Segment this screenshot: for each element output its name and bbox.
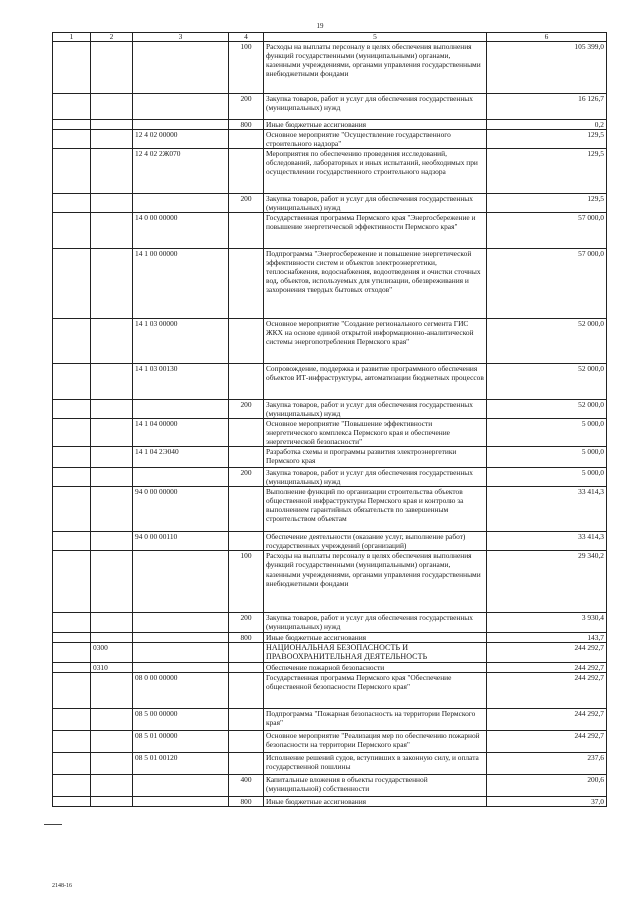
item-description: Выполнение функций по организации строительства объектов общественной инфраструктуры Пермского края и контролю за выполнением гарантийных обязательств по завершенным строительством объектам: [264, 487, 487, 532]
item-description: Подпрограмма "Пожарная безопасность на территории Пермского края": [264, 709, 487, 731]
table-row: [53, 487, 607, 532]
target-article-code: [133, 400, 229, 419]
expense-type-code: [229, 364, 264, 400]
amount-value: 143,7: [487, 632, 607, 642]
section-code: [91, 400, 133, 419]
amount-value: 5 000,0: [487, 447, 607, 468]
row-cell-empty: [53, 673, 91, 709]
section-code: [91, 149, 133, 194]
item-description: Иные бюджетные ассигнования: [264, 797, 487, 807]
row-cell-empty: [53, 94, 91, 120]
target-article-code: 12 4 02 00000: [133, 130, 229, 149]
item-description: Мероприятия по обеспечению проведения исследований, обследований, лабораторных и иных испытаний, необходимых при осуществлении государственного строительного надзора: [264, 149, 487, 194]
row-cell-empty: [53, 642, 91, 663]
table-row: [53, 120, 607, 130]
item-description: Основное мероприятие "Реализация мер по обеспечению пожарной безопасности на территории Пермского края": [264, 731, 487, 753]
item-description: Закупка товаров, работ и услуг для обеспечения государственных (муниципальных) нужд: [264, 400, 487, 419]
amount-value: 16 126,7: [487, 94, 607, 120]
column-header: 3: [133, 33, 229, 42]
table-row: [53, 249, 607, 319]
column-header: 5: [264, 33, 487, 42]
item-description: Сопровождение, поддержка и развитие программного обеспечения объектов ИТ-инфраструктуры, автоматизации бюджетных процессов: [264, 364, 487, 400]
expense-type-code: [229, 642, 264, 663]
amount-value: 5 000,0: [487, 468, 607, 487]
section-code: [91, 42, 133, 94]
section-code: [91, 94, 133, 120]
target-article-code: [133, 468, 229, 487]
amount-value: 52 000,0: [487, 364, 607, 400]
expense-type-code: 200: [229, 94, 264, 120]
amount-value: 3 930,4: [487, 613, 607, 632]
target-article-code: [133, 194, 229, 213]
table-row: [53, 194, 607, 213]
amount-value: 0,2: [487, 120, 607, 130]
target-article-code: 14 1 04 2Э040: [133, 447, 229, 468]
target-article-code: [133, 663, 229, 673]
table-row: [53, 775, 607, 797]
expense-type-code: [229, 249, 264, 319]
item-description: НАЦИОНАЛЬНАЯ БЕЗОПАСНОСТЬ И ПРАВООХРАНИТЕЛЬНАЯ ДЕЯТЕЛЬНОСТЬ: [264, 642, 487, 663]
section-code: [91, 532, 133, 551]
amount-value: 105 399,0: [487, 42, 607, 94]
amount-value: 57 000,0: [487, 249, 607, 319]
row-cell-empty: [53, 400, 91, 419]
table-row: [53, 213, 607, 249]
row-cell-empty: [53, 120, 91, 130]
table-row: [53, 642, 607, 663]
section-code: 0300: [91, 642, 133, 663]
item-description: Государственная программа Пермского края "Энергосбережение и повышение энергетической эффективности Пермского края": [264, 213, 487, 249]
target-article-code: 08 5 00 00000: [133, 709, 229, 731]
target-article-code: 14 1 03 00130: [133, 364, 229, 400]
table-row: [53, 400, 607, 419]
section-code: [91, 120, 133, 130]
amount-value: 37,0: [487, 797, 607, 807]
table-row: [53, 709, 607, 731]
item-description: Закупка товаров, работ и услуг для обеспечения государственных (муниципальных) нужд: [264, 194, 487, 213]
target-article-code: [133, 632, 229, 642]
amount-value: 52 000,0: [487, 319, 607, 364]
expense-type-code: [229, 419, 264, 447]
expense-type-code: [229, 663, 264, 673]
table-row: [53, 797, 607, 807]
amount-value: 129,5: [487, 149, 607, 194]
target-article-code: 14 0 00 00000: [133, 213, 229, 249]
expense-type-code: 400: [229, 775, 264, 797]
expense-type-code: [229, 673, 264, 709]
amount-value: 244 292,7: [487, 642, 607, 663]
column-header: 1: [53, 33, 91, 42]
target-article-code: 12 4 02 2Ж070: [133, 149, 229, 194]
expense-type-code: [229, 149, 264, 194]
table-row: [53, 532, 607, 551]
section-code: [91, 130, 133, 149]
amount-value: 244 292,7: [487, 663, 607, 673]
item-description: Закупка товаров, работ и услуг для обеспечения государственных (муниципальных) нужд: [264, 613, 487, 632]
row-cell-empty: [53, 364, 91, 400]
column-header: 4: [229, 33, 264, 42]
section-code: [91, 447, 133, 468]
section-code: 0310: [91, 663, 133, 673]
item-description: Расходы на выплаты персоналу в целях обеспечения выполнения функций государственными (муниципальными) органами, казенными учреждениями, органами управления государственными внебюджетными фондами: [264, 551, 487, 613]
table-row: [53, 673, 607, 709]
table-row: [53, 632, 607, 642]
budget-table: [52, 32, 607, 807]
amount-value: 244 292,7: [487, 673, 607, 709]
item-description: Иные бюджетные ассигнования: [264, 632, 487, 642]
row-cell-empty: [53, 532, 91, 551]
row-cell-empty: [53, 663, 91, 673]
row-cell-empty: [53, 753, 91, 775]
section-code: [91, 797, 133, 807]
item-description: Исполнение решений судов, вступивших в законную силу, и оплата государственной пошлины: [264, 753, 487, 775]
table-row: [53, 447, 607, 468]
section-code: [91, 249, 133, 319]
amount-value: 129,5: [487, 130, 607, 149]
item-description: Обеспечение деятельности (оказание услуг, выполнение работ) государственных учреждений (организаций): [264, 532, 487, 551]
table-row: [53, 149, 607, 194]
expense-type-code: 200: [229, 194, 264, 213]
amount-value: 33 414,3: [487, 532, 607, 551]
column-header: 2: [91, 33, 133, 42]
row-cell-empty: [53, 130, 91, 149]
document-code: 2148-16: [52, 883, 72, 889]
table-row: [53, 468, 607, 487]
row-cell-empty: [53, 468, 91, 487]
target-article-code: [133, 642, 229, 663]
target-article-code: 94 0 00 00110: [133, 532, 229, 551]
expense-type-code: [229, 447, 264, 468]
table-row: [53, 613, 607, 632]
target-article-code: [133, 551, 229, 613]
target-article-code: 08 5 01 00000: [133, 731, 229, 753]
row-cell-empty: [53, 149, 91, 194]
expense-type-code: [229, 319, 264, 364]
row-cell-empty: [53, 709, 91, 731]
section-code: [91, 468, 133, 487]
expense-type-code: [229, 731, 264, 753]
section-code: [91, 364, 133, 400]
section-code: [91, 613, 133, 632]
target-article-code: [133, 120, 229, 130]
amount-value: 29 340,2: [487, 551, 607, 613]
expense-type-code: [229, 532, 264, 551]
expense-type-code: 800: [229, 797, 264, 807]
table-row: [53, 42, 607, 94]
target-article-code: 14 1 00 00000: [133, 249, 229, 319]
amount-value: 129,5: [487, 194, 607, 213]
item-description: Закупка товаров, работ и услуг для обеспечения государственных (муниципальных) нужд: [264, 468, 487, 487]
expense-type-code: 200: [229, 613, 264, 632]
amount-value: 5 000,0: [487, 419, 607, 447]
target-article-code: 08 5 01 00120: [133, 753, 229, 775]
section-code: [91, 551, 133, 613]
item-description: Основное мероприятие "Создание регионального сегмента ГИС ЖКХ на основе единой открытой информационно-аналитической системы энергопотребления Пермского края": [264, 319, 487, 364]
amount-value: 200,6: [487, 775, 607, 797]
target-article-code: 94 0 00 00000: [133, 487, 229, 532]
expense-type-code: [229, 213, 264, 249]
section-code: [91, 319, 133, 364]
item-description: Государственная программа Пермского края "Обеспечение общественной безопасности Пермского края": [264, 673, 487, 709]
section-code: [91, 194, 133, 213]
section-code: [91, 419, 133, 447]
section-code: [91, 731, 133, 753]
item-description: Иные бюджетные ассигнования: [264, 120, 487, 130]
table-row: [53, 94, 607, 120]
section-code: [91, 213, 133, 249]
row-cell-empty: [53, 632, 91, 642]
table-row: [53, 319, 607, 364]
row-cell-empty: [53, 194, 91, 213]
section-code: [91, 487, 133, 532]
target-article-code: [133, 775, 229, 797]
table-row: [53, 753, 607, 775]
row-cell-empty: [53, 249, 91, 319]
target-article-code: [133, 613, 229, 632]
section-code: [91, 775, 133, 797]
row-cell-empty: [53, 613, 91, 632]
table-row: [53, 731, 607, 753]
table-row: [53, 663, 607, 673]
table-row: [53, 551, 607, 613]
expense-type-code: [229, 753, 264, 775]
item-description: Закупка товаров, работ и услуг для обеспечения государственных (муниципальных) нужд: [264, 94, 487, 120]
target-article-code: 08 0 00 00000: [133, 673, 229, 709]
expense-type-code: 800: [229, 120, 264, 130]
item-description: Капитальные вложения в объекты государственной (муниципальной) собственности: [264, 775, 487, 797]
item-description: Основное мероприятие "Осуществление государственного строительного надзора": [264, 130, 487, 149]
amount-value: 237,6: [487, 753, 607, 775]
expense-type-code: 200: [229, 468, 264, 487]
row-cell-empty: [53, 797, 91, 807]
row-cell-empty: [53, 419, 91, 447]
table-row: [53, 130, 607, 149]
margin-mark: [44, 824, 62, 825]
row-cell-empty: [53, 775, 91, 797]
amount-value: 33 414,3: [487, 487, 607, 532]
target-article-code: 14 1 03 00000: [133, 319, 229, 364]
row-cell-empty: [53, 731, 91, 753]
expense-type-code: [229, 487, 264, 532]
item-description: Расходы на выплаты персоналу в целях обеспечения выполнения функций государственными (муниципальными) органами, казенными учреждениями, органами управления государственными внебюджетными фондами: [264, 42, 487, 94]
expense-type-code: 800: [229, 632, 264, 642]
table-row: [53, 419, 607, 447]
table-row: [53, 364, 607, 400]
row-cell-empty: [53, 42, 91, 94]
row-cell-empty: [53, 551, 91, 613]
target-article-code: [133, 42, 229, 94]
page-number: 19: [316, 22, 324, 30]
expense-type-code: [229, 130, 264, 149]
expense-type-code: 200: [229, 400, 264, 419]
item-description: Подпрограмма "Энергосбережение и повышение энергетической эффективности систем и объектов электроэнергетики, теплоснабжения, водоснабжения, водоотведения и очистки сточных вод, объектов, используемых для утилизации, обезвреживания и захоронения твердых бытовых отходов": [264, 249, 487, 319]
expense-type-code: 100: [229, 551, 264, 613]
item-description: Разработка схемы и программы развития электроэнергетики Пермского края: [264, 447, 487, 468]
section-code: [91, 753, 133, 775]
section-code: [91, 673, 133, 709]
section-code: [91, 709, 133, 731]
column-header-row: [53, 33, 607, 42]
amount-value: 52 000,0: [487, 400, 607, 419]
expense-type-code: 100: [229, 42, 264, 94]
target-article-code: [133, 797, 229, 807]
row-cell-empty: [53, 487, 91, 532]
row-cell-empty: [53, 319, 91, 364]
amount-value: 244 292,7: [487, 731, 607, 753]
amount-value: 57 000,0: [487, 213, 607, 249]
section-code: [91, 632, 133, 642]
target-article-code: [133, 94, 229, 120]
amount-value: 244 292,7: [487, 709, 607, 731]
expense-type-code: [229, 709, 264, 731]
target-article-code: 14 1 04 00000: [133, 419, 229, 447]
row-cell-empty: [53, 213, 91, 249]
column-header: 6: [487, 33, 607, 42]
item-description: Обеспечение пожарной безопасности: [264, 663, 487, 673]
row-cell-empty: [53, 447, 91, 468]
item-description: Основное мероприятие "Повышение эффективности энергетического комплекса Пермского края и обеспечение энергетической безопасности": [264, 419, 487, 447]
